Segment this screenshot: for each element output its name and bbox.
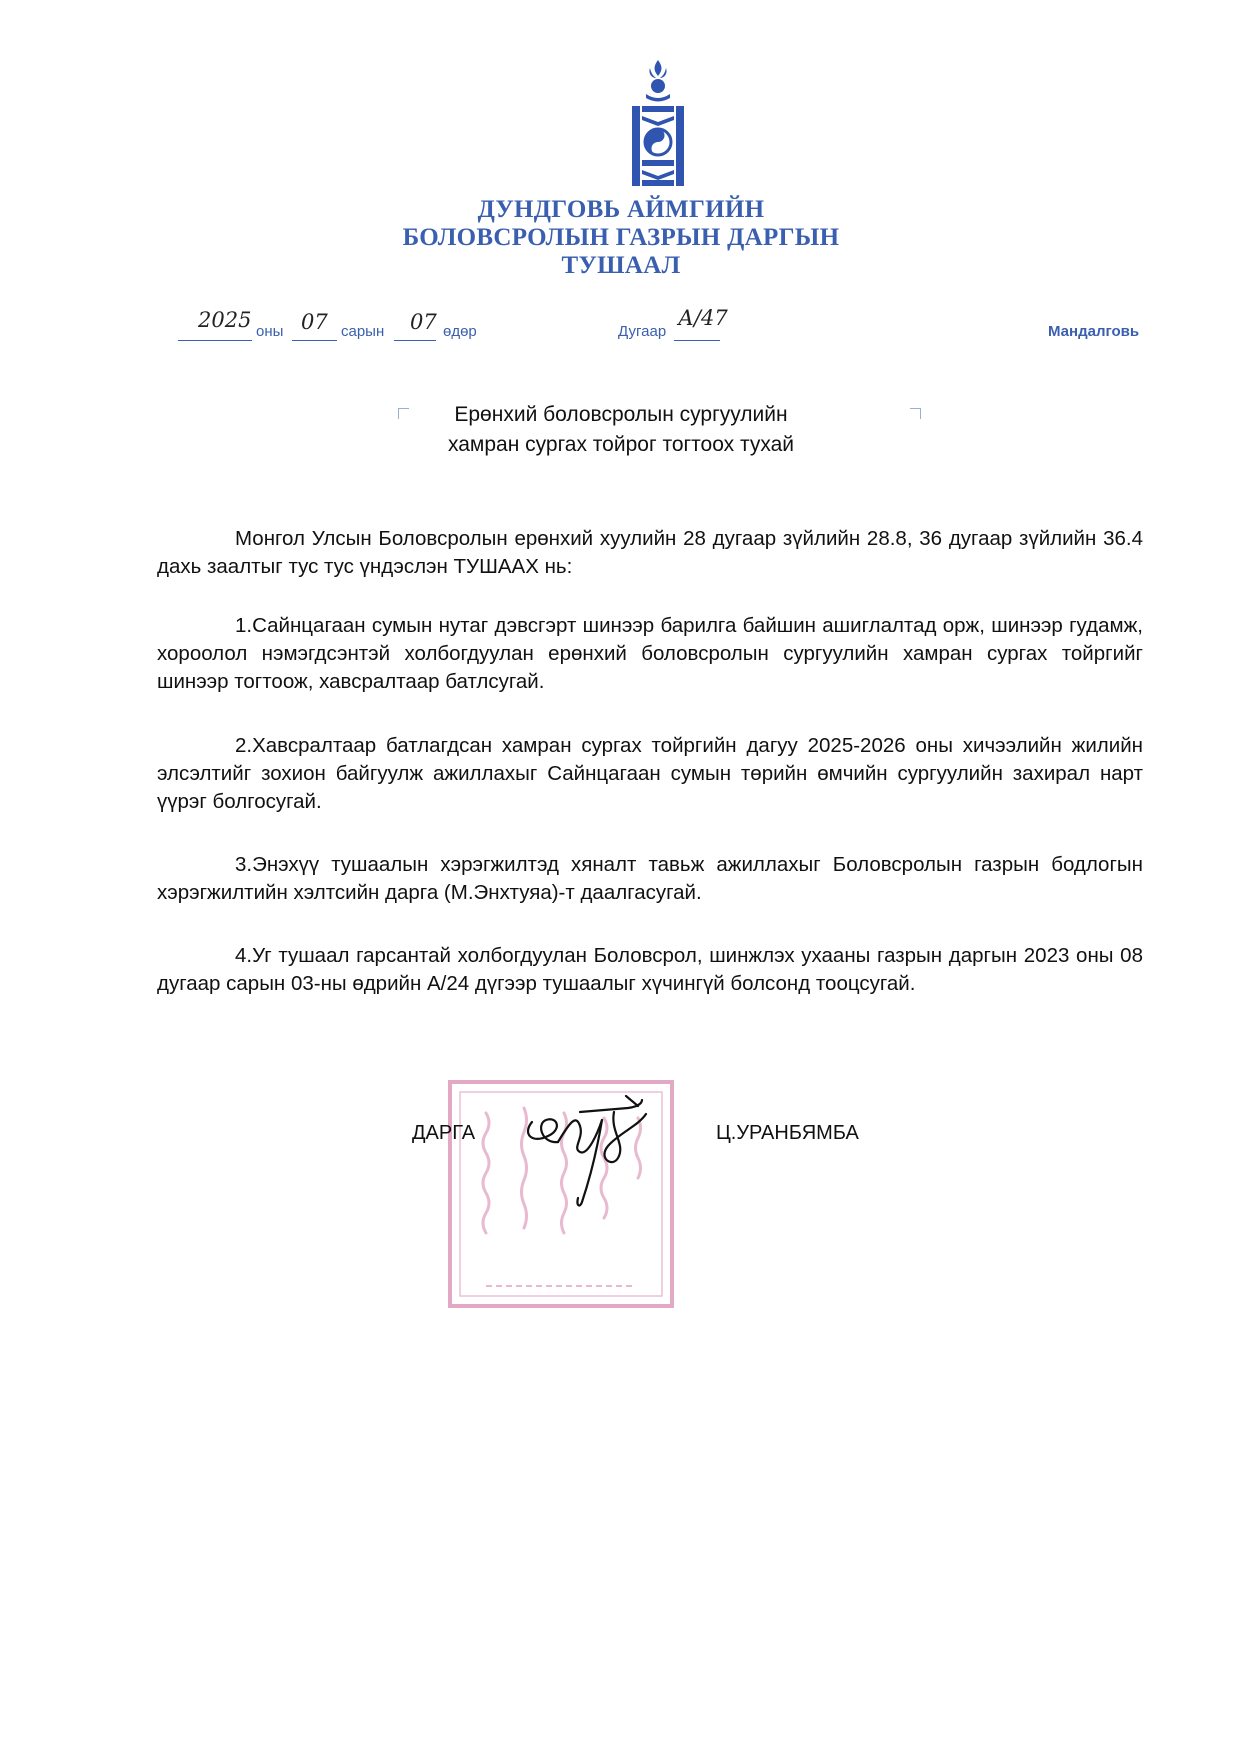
signatory-name: Ц.УРАНБЯМБА bbox=[716, 1122, 859, 1144]
month-underline bbox=[292, 340, 337, 341]
year-suffix: оны bbox=[256, 323, 284, 340]
number-underline bbox=[674, 340, 720, 341]
signatory-title: ДАРГА bbox=[412, 1122, 476, 1144]
subject-line-1: Ерөнхий боловсролын сургуулийн bbox=[454, 403, 788, 426]
document-type-title: ТУШААЛ bbox=[561, 252, 681, 279]
preamble-paragraph: Монгол Улсын Боловсролын ерөнхий хуулийн 28 дугаар зүйлийн 28.8, 36 дугаар зүйлийн 36.4 дахь заалтыг тус тус үндэслэн ТУШААХ нь: bbox=[157, 527, 1143, 578]
order-item-4: 4.Уг тушаал гарсантай холбогдуулан Боловсрол, шинжлэх ухааны газрын даргын 2023 оны 08 дугаар сарын 03-ны өдрийн А/24 дүгээр тушаалыг хүчингүй болсонд тооцсугай. bbox=[157, 944, 1143, 995]
order-item-3: 3.Энэхүү тушаалын хэрэгжилтэд хяналт тавьж ажиллахыг Боловсролын газрын бодлогын хэрэгжилтийн хэлтсийн дарга (М.Энхтуяа)-т даалгасугай. bbox=[157, 853, 1143, 904]
month-suffix: сарын bbox=[341, 323, 385, 340]
issuer-line-1: ДУНДГОВЬ АЙМГИЙН bbox=[477, 196, 765, 223]
soyombo-emblem-icon bbox=[628, 58, 688, 188]
order-item-1: 1.Сайнцагаан сумын нутаг дэвсгэрт шинээр барилга байшин ашиглалтад орж, шинээр гудамж, хороолол нэмэгдсэнтэй холбогдуулан ерөнхий боловсролын сургуулийн хамран сургах тойргийг шинээр тогтоож, хавсралтаар батлсугай. bbox=[157, 614, 1143, 693]
number-value: А/47 bbox=[678, 306, 728, 330]
subject-line-2: хамран сургах тойрог тогтоох тухай bbox=[447, 433, 795, 456]
place-of-issue: Мандалговь bbox=[1048, 323, 1140, 340]
issuer-line-2: БОЛОВСРОЛЫН ГАЗРЫН ДАРГЫН bbox=[402, 224, 840, 251]
year-underline bbox=[178, 340, 252, 341]
order-item-2: 2.Хавсралтаар батлагдсан хамран сургах тойргийн дагуу 2025-2026 оны хичээлийн жилийн элсэлтийг зохион байгуулж ажиллахыг Сайнцагаан сумын төрийн өмчийн сургуулийн захирал нарт үүрэг болгосугай. bbox=[157, 734, 1143, 813]
month-value: 07 bbox=[301, 310, 328, 334]
year-value: 2025 bbox=[198, 308, 252, 332]
day-underline bbox=[394, 340, 436, 341]
handwritten-signature-icon bbox=[518, 1092, 658, 1212]
day-value: 07 bbox=[410, 310, 437, 334]
day-suffix: өдөр bbox=[443, 323, 477, 340]
number-label: Дугаар bbox=[618, 323, 667, 340]
